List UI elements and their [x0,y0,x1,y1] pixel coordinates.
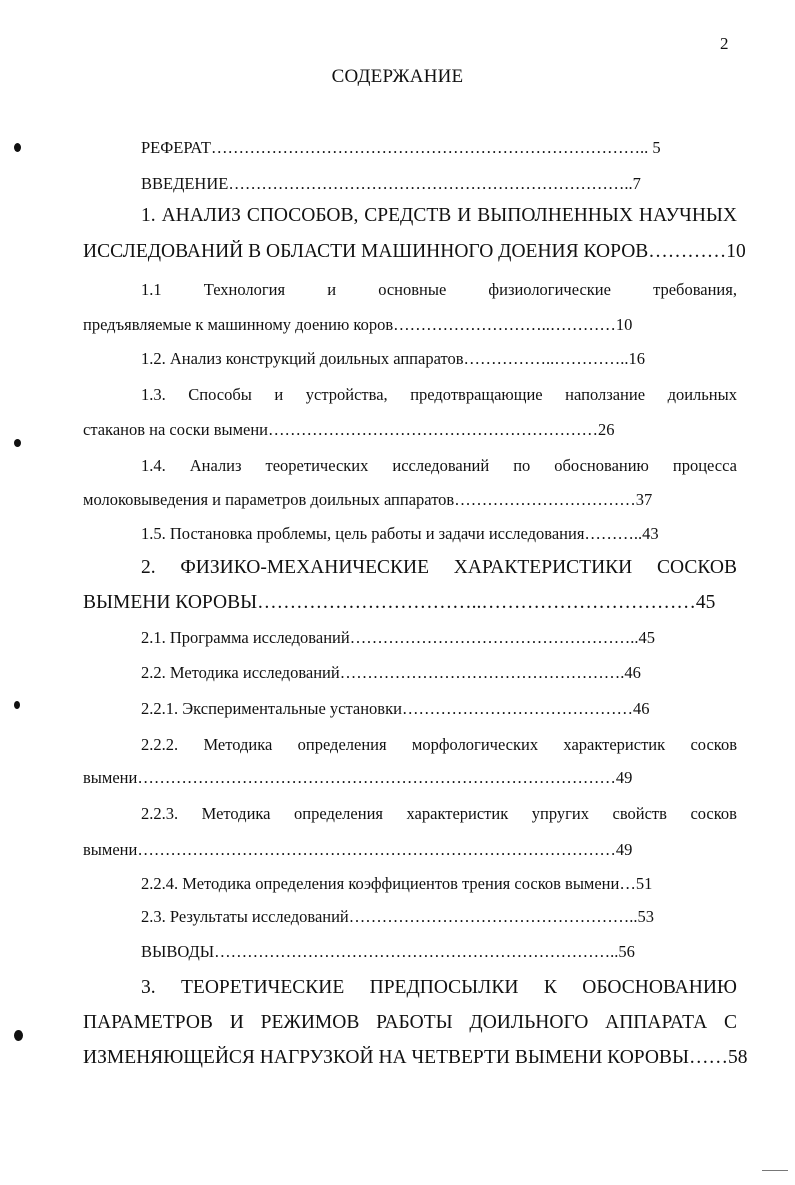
toc-page-number: 37 [635,490,653,509]
toc-word: упругих [531,804,589,823]
toc-word: наползание [565,385,646,404]
toc-word: Способы [188,385,252,404]
toc-leader-dots: …………………………………………………………………………… [137,768,616,787]
toc-entry[interactable] [141,138,737,158]
toc-word: ТЕОРЕТИЧЕСКИЕ [181,977,345,998]
toc-word: ПРЕДПОСЫЛКИ [369,977,519,998]
toc-entry-label: 2.3. Результаты исследований [141,907,349,926]
toc-page-number: 7 [632,174,641,193]
toc-word: РЕЖИМОВ [260,1012,360,1033]
toc-leader-dots: …………………………………………………… [268,420,599,439]
page-title: СОДЕРЖАНИЕ [331,66,464,87]
toc-leader-dots: ……………………………………………………………….. [214,942,619,961]
binding-hole-mark [14,439,21,447]
toc-word: И [229,1012,244,1033]
toc-word: устройства, [305,385,388,404]
toc-page-number: 58 [727,1047,748,1068]
toc-word: Анализ [189,456,242,475]
toc-word: физиологические [488,280,611,299]
toc-leader-dots: …………………………………………….. [348,907,638,926]
toc-entry[interactable] [141,699,737,719]
toc-entry-label: ВЫВОДЫ [141,942,215,961]
toc-page-number: 45 [638,628,655,647]
toc-leader-dots: ……………………………..…………………………… [257,592,696,613]
toc-word: АППАРАТА [605,1012,708,1033]
toc-entry[interactable] [141,349,737,369]
toc-word: 1. [141,205,156,226]
toc-word: 1.1 [141,280,162,299]
toc-word: морфологических [411,735,539,754]
toc-word: 3. [141,977,156,998]
toc-word: 2. [141,557,156,578]
toc-leader-dots: …… [688,1047,728,1068]
toc-entry-label: ИЗМЕНЯЮЩЕЙСЯ НАГРУЗКОЙ НА ЧЕТВЕРТИ ВЫМЕНИ КОРОВЫ [83,1047,689,1068]
toc-word: АНАЛИЗ [161,205,241,226]
toc-word: и [327,280,337,299]
toc-word: характеристик [563,735,666,754]
toc-word: характеристик [406,804,509,823]
toc-entry-label: вымени [83,840,138,859]
page-number: 2 [720,34,729,53]
binding-hole-mark [14,1030,23,1041]
toc-entry[interactable] [141,942,737,962]
toc-word: ОБОСНОВАНИЮ [582,977,737,998]
toc-leader-dots: ……………..………….. [463,349,629,368]
toc-word: Методика [201,804,271,823]
toc-word: сосков [690,735,737,754]
toc-word: и [274,385,284,404]
toc-word: требования, [653,280,737,299]
toc-page-number: 49 [615,840,633,859]
toc-entry-label: молоковыведения и параметров доильных аппаратов [83,490,455,509]
toc-entry-label: 2.2.1. Экспериментальные установки [141,699,402,718]
toc-page-number: 49 [615,768,633,787]
toc-word: определения [297,735,387,754]
toc-word: ХАРАКТЕРИСТИКИ [453,557,633,578]
toc-entry-label: РЕФЕРАТ [141,138,211,157]
toc-word: процесса [672,456,737,475]
toc-leader-dots: …………………………………………………………………….. [210,138,653,157]
scan-tick [762,1170,788,1171]
toc-page-number: 5 [652,138,661,157]
toc-word: ВЫПОЛНЕННЫХ [477,205,633,226]
toc-word: Технология [203,280,286,299]
toc-word: И [457,205,472,226]
toc-entry-label: 2.1. Программа исследований [141,628,350,647]
toc-entry-label: ВЫМЕНИ КОРОВЫ [83,592,258,613]
toc-word: 2.2.3. [141,804,179,823]
toc-entry-label: предъявляемые к машинному доению коров [83,315,394,334]
toc-entry[interactable] [141,174,737,194]
toc-word: С [723,1012,737,1033]
toc-page-number: 16 [628,349,645,368]
toc-entry-label: 2.2.4. Методика определения коэффициентов трения сосков вымени [141,874,620,893]
toc-leader-dots: …………………………… [454,490,636,509]
toc-leader-dots: … [619,874,636,893]
toc-word: 1.3. [141,385,166,404]
toc-entry[interactable] [141,874,737,894]
toc-leader-dots: ……….. [584,524,643,543]
toc-word: исследований [392,456,490,475]
toc-word: предотвращающие [410,385,543,404]
toc-leader-dots: …………………………………… [401,699,633,718]
toc-word: СРЕДСТВ [364,205,452,226]
toc-word: ФИЗИКО-МЕХАНИЧЕСКИЕ [180,557,430,578]
toc-word: ДОИЛЬНОГО [469,1012,589,1033]
toc-entry-label: 2.2. Методика исследований [141,663,340,682]
toc-page-number: 45 [695,592,716,613]
toc-page-number: 46 [624,663,641,682]
binding-hole-mark [14,143,21,152]
toc-word: 2.2.2. [141,735,179,754]
toc-leader-dots: …………………………………………….. [349,628,639,647]
toc-word: 1.4. [141,456,166,475]
toc-entry-label: 1.5. Постановка проблемы, цель работы и задачи исследования [141,524,585,543]
toc-word: сосков [690,804,737,823]
toc-entry-label: 1.2. Анализ конструкций доильных аппаратов [141,349,464,368]
toc-page-number: 26 [598,420,615,439]
toc-word: ПАРАМЕТРОВ [83,1012,213,1033]
toc-entry-label: ИССЛЕДОВАНИЙ В ОБЛАСТИ МАШИННОГО ДОЕНИЯ КОРОВ [83,241,649,262]
toc-entry[interactable] [141,524,737,544]
toc-entry[interactable] [141,663,737,683]
binding-hole-mark [14,701,20,709]
toc-word: РАБОТЫ [376,1012,453,1033]
toc-word: теоретических [265,456,369,475]
toc-entry-label: ВВЕДЕНИЕ [141,174,229,193]
toc-page-number: 51 [635,874,653,893]
toc-leader-dots: …………………………………………………………………………… [137,840,616,859]
toc-entry[interactable] [141,907,737,927]
toc-word: определения [294,804,383,823]
toc-word: СПОСОБОВ, [246,205,359,226]
toc-page-number: 10 [726,241,746,262]
toc-page-number: 56 [618,942,635,961]
toc-entry[interactable] [141,628,737,648]
toc-word: НАУЧНЫХ [638,205,737,226]
toc-page-number: 53 [637,907,655,926]
toc-word: обоснованию [554,456,649,475]
toc-word: СОСКОВ [657,557,737,578]
toc-word: Методика [203,735,273,754]
toc-leader-dots: ……………………………………………. [339,663,625,682]
toc-page-number: 43 [642,524,659,543]
toc-word: свойств [612,804,667,823]
toc-word: доильных [667,385,737,404]
toc-word: по [513,456,531,475]
toc-word: основные [378,280,447,299]
toc-leader-dots: ……………………………………………………………….. [228,174,633,193]
toc-entry-label: стаканов на соски вымени [83,420,269,439]
toc-word: К [543,977,557,998]
toc-entry-label: вымени [83,768,138,787]
toc-page-number: 10 [615,315,633,334]
toc-leader-dots: ………………………..………… [393,315,616,334]
toc-page-number: 46 [632,699,650,718]
toc-leader-dots: ………… [648,241,727,262]
